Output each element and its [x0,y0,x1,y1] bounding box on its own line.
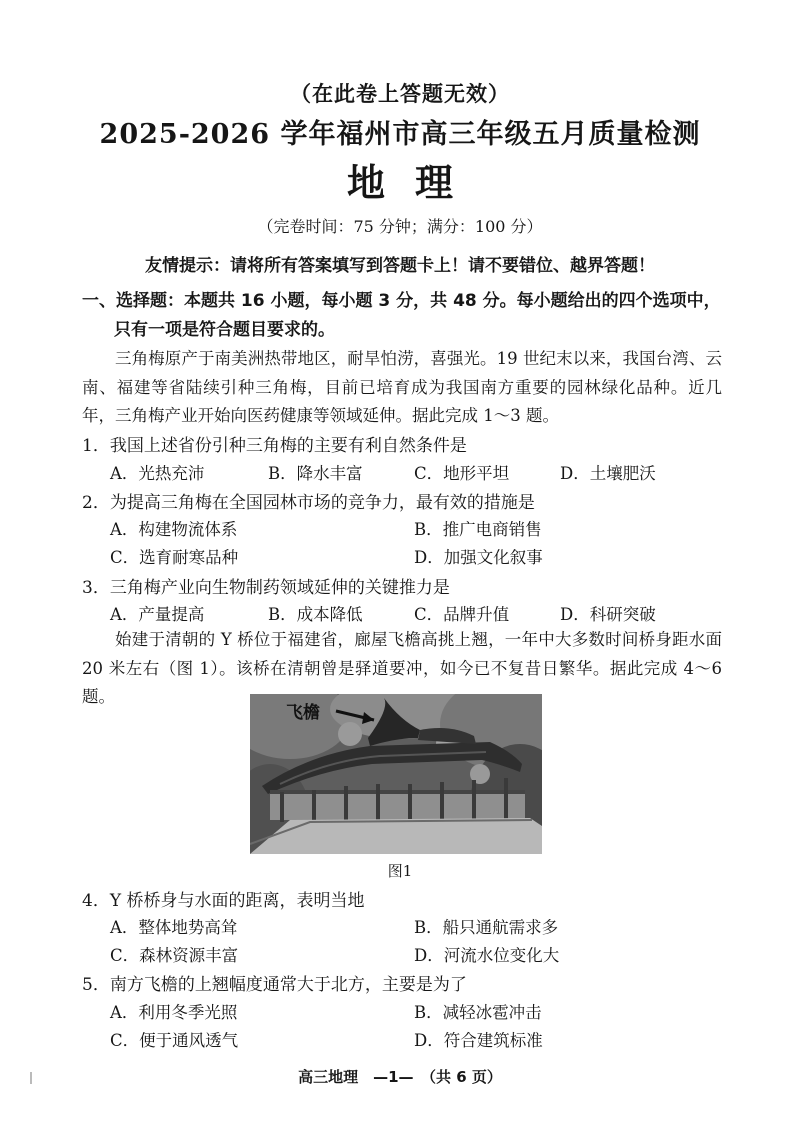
subject-title: 地理 [346,160,483,205]
question-4-option-d: D．河流水位变化大 [414,946,560,965]
invalid-note: （在此卷上答题无效） [290,81,510,106]
question-2-stem: 2．为提高三角梅在全国园林市场的竞争力，最有效的措施是 [82,493,535,513]
question-4-option-b: B．船只通航需求多 [414,918,559,937]
question-2-option-c: C．选育耐寒品种 [110,548,239,567]
bridge-photo [250,694,542,854]
question-2-option-b: B．推广电商销售 [414,520,542,539]
bridge-illustration [250,694,542,854]
exam-title: 2025-2026 学年福州市高三年级五月质量检测 [99,119,701,150]
question-1-option-d: D．土壤肥沃 [560,464,656,483]
question-1-stem: 1．我国上述省份引种三角梅的主要有利自然条件是 [82,436,467,456]
exam-meta: （完卷时间：75 分钟；满分：100 分） [257,217,543,236]
question-4-option-a: A．整体地势高耸 [110,918,238,937]
page-footer: 高三地理 —1— （共 6 页） [298,1068,502,1086]
passage-2: 始建于清朝的 Y 桥位于福建省，廊屋飞檐高挑上翘，一年中大多数时间桥身距水面 20 米左右（图 1）。该桥在清朝曾是驿道要冲，如今已不复昔日繁华。据此完成 4～6 题。 [82,630,722,706]
question-5-stem: 5．南方飞檐的上翘幅度通常大于北方，主要是为了 [82,975,467,995]
question-1-option-a: A．光热充沛 [110,464,205,483]
friendly-tip: 友情提示：请将所有答案填写到答题卡上！请不要错位、越界答题！ [145,256,655,276]
feiyan-label: 飞檐 [286,703,320,723]
question-3-option-a: A．产量提高 [110,605,205,624]
question-4-option-c: C．森林资源丰富 [110,946,239,965]
question-3-stem: 3．三角梅产业向生物制药领域延伸的关键推力是 [82,578,450,598]
question-1-option-c: C．地形平坦 [414,464,510,483]
section-heading-line2: 只有一项是符合题目要求的。 [114,320,335,340]
question-3-option-d: D．科研突破 [560,605,656,624]
question-5-option-a: A．利用冬季光照 [110,1003,238,1022]
figure-caption: 图1 [387,862,413,880]
question-4-stem: 4．Y 桥桥身与水面的距离，表明当地 [82,891,365,911]
question-3-option-c: C．品牌升值 [414,605,510,624]
section-heading-line1: 一、选择题：本题共 16 小题，每小题 3 分，共 48 分。每小题给出的四个选项中， [82,291,721,311]
question-5-option-d: D．符合建筑标准 [414,1031,543,1050]
question-1-option-b: B．降水丰富 [268,464,363,483]
question-5-option-b: B．减轻冰雹冲击 [414,1003,542,1022]
question-2-option-d: D．加强文化叙事 [414,548,543,567]
question-3-option-b: B．成本降低 [268,605,363,624]
question-2-option-a: A．构建物流体系 [110,520,238,539]
question-5-option-c: C．便于通风透气 [110,1031,239,1050]
passage-1: 三角梅原产于南美洲热带地区，耐旱怕涝，喜强光。19 世纪末以来，我国台湾、云南、福建等省陆续引种三角梅，目前已培育成为我国南方重要的园林绿化品种。近几年，三角梅产业开始向医药健康等领域延伸。据此完成 1～3 题。 [82,349,722,425]
